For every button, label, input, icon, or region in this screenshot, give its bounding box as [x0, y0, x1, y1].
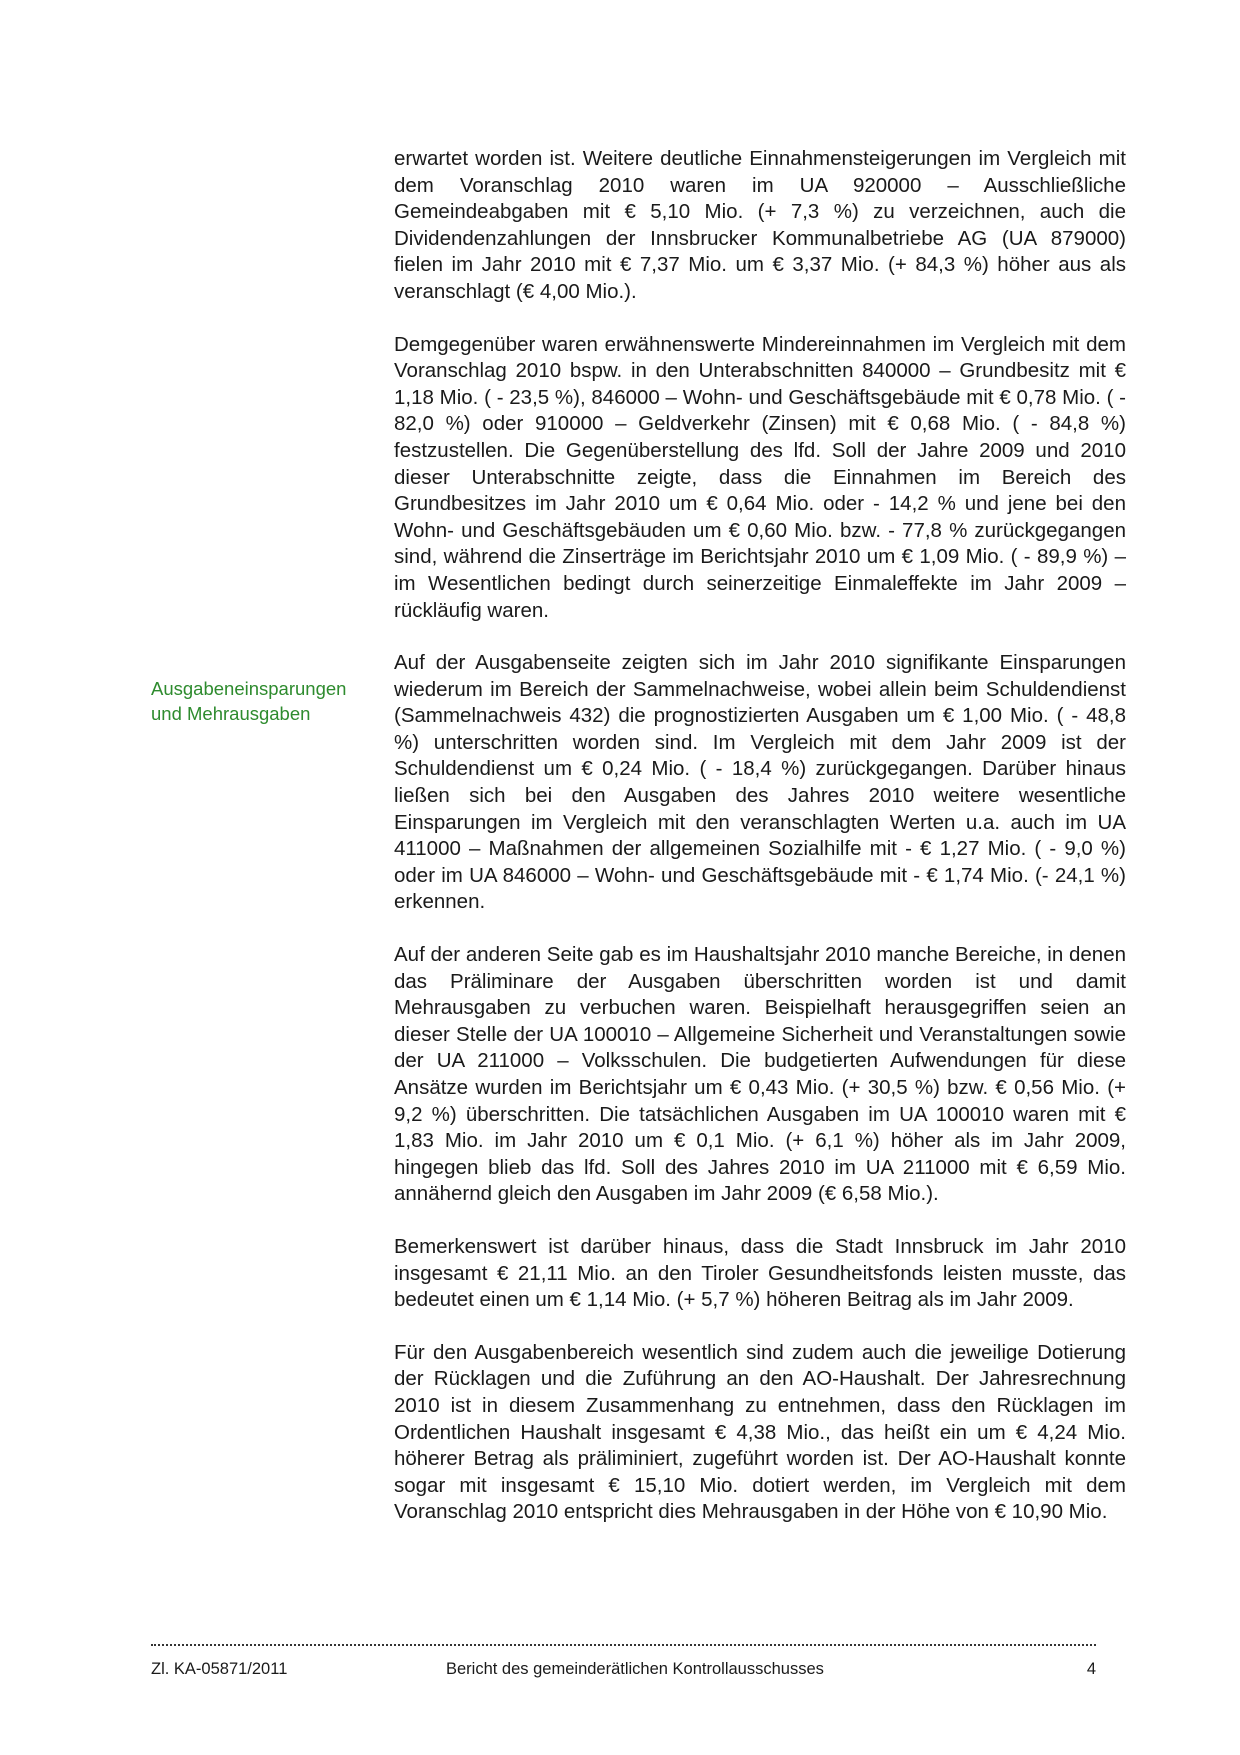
paragraph-mehrausgaben: Auf der anderen Seite gab es im Haushaltsjahr 2010 manche Bereiche, in denen das Präliminare der Ausgaben überschritten worden ist und damit Mehrausgaben zu verbuchen waren. Beispielhaft herausgegriffen seien an dieser Stelle der UA 100010 – Allgemeine Sicherheit und Veranstaltungen sowie der UA 211000 – Volksschulen. Die budgetierten Aufwendungen für diese Ansätze wurden im Berichtsjahr um € 0,43 Mio. (+ 30,5 %) bzw. € 0,56 Mio. (+ 9,2 %) überschritten. Die tatsächlichen Ausgaben im UA 100010 waren mit € 1,83 Mio. im Jahr 2010 um € 0,1 Mio. (+ 6,1 %) höher als im Jahr 2009, hingegen blieb das lfd. Soll des Jahres 2010 im UA 211000 mit € 6,59 Mio. annähernd gleich den Ausgaben im Jahr 2009 (€ 6,58 Mio.).: [394, 943, 1126, 1206]
main-text-column: [394, 146, 1126, 1552]
paragraph-ruecklagen: Für den Ausgabenbereich wesentlich sind zudem auch die jeweilige Dotierung der Rücklagen und die Zuführung an den AO-Haushalt. Der Jahresrechnung 2010 ist in diesem Zusammenhang zu entnehmen, dass den Rücklagen im Ordentlichen Haushalt insgesamt € 4,38 Mio., das heißt ein um € 4,24 Mio. höherer Betrag als präliminiert, zugeführt worden ist. Der AO-Haushalt konnte sogar mit insgesamt € 15,10 Mio. dotiert werden, im Vergleich mit dem Voranschlag 2010 entspricht dies Mehrausgaben in der Höhe von € 10,90 Mio.: [394, 1340, 1126, 1524]
paragraph-mindereinnahmen: Demgegenüber waren erwähnenswerte Mindereinnahmen im Vergleich mit dem Voranschlag 2010 bspw. in den Unterabschnitten 840000 – Grundbesitz mit € 1,18 Mio. ( - 23,5 %), 846000 – Wohn- und Geschäftsgebäude mit € 0,78 Mio. ( - 82,0 %) oder 910000 – Geldverkehr (Zinsen) mit € 0,68 Mio. ( - 84,8 %) festzustellen. Die Gegenüberstellung des lfd. Soll der Jahre 2009 und 2010 dieser Unterabschnitte zeigte, dass die Einnahmen im Bereich des Grundbesitzes im Jahr 2010 um € 0,64 Mio. oder - 14,2 % und jene bei den Wohn- und Geschäftsgebäuden um € 0,60 Mio. bzw. - 77,8 % zurückgegangen sind, während die Zinserträge im Berichtsjahr 2010 um € 1,09 Mio. ( - 89,9 %) – im Wesentlichen bedingt durch seinerzeitige Einmaleffekte im Jahr 2009 – rückläufig waren.: [394, 332, 1126, 622]
footer-divider: [151, 1644, 1096, 1646]
page-number: 4: [1086, 1660, 1096, 1678]
footer-reference: Zl. KA-05871/2011: [151, 1660, 288, 1678]
paragraph-einnahmensteigerungen: erwartet worden ist. Weitere deutliche Einnahmensteigerungen im Vergleich mit dem Voranschlag 2010 waren im UA 920000 – Ausschließliche Gemeindeabgaben mit € 5,10 Mio. (+ 7,3 %) zu verzeichnen, auch die Dividendenzahlungen der Innsbrucker Kommunalbetriebe AG (UA 879000) fielen im Jahr 2010 mit € 7,37 Mio. um € 3,37 Mio. (+ 84,3 %) höher aus als veranschlagt (€ 4,00 Mio.).: [394, 147, 1126, 303]
margin-note-line-2: und Mehrausgaben: [151, 703, 311, 724]
margin-note-heading: [151, 676, 381, 726]
footer-title: Bericht des gemeinderätlichen Kontrollausschusses: [446, 1660, 824, 1678]
paragraph-gesundheitsfonds: Bemerkenswert ist darüber hinaus, dass die Stadt Innsbruck im Jahr 2010 insgesamt € 21,11 Mio. an den Tiroler Gesundheitsfonds leisten musste, das bedeutet einen um € 1,14 Mio. (+ 5,7 %) höheren Beitrag als im Jahr 2009.: [394, 1234, 1126, 1312]
margin-note-line-1: Ausgabeneinsparungen: [151, 678, 347, 699]
paragraph-ausgabeneinsparungen: Auf der Ausgabenseite zeigten sich im Jahr 2010 signifikante Einsparungen wiederum im Bereich der Sammelnachweise, wobei allein beim Schuldendienst (Sammelnachweis 432) die prognostizierten Ausgaben um € 1,00 Mio. ( - 48,8 %) unterschritten worden sind. Im Vergleich mit dem Jahr 2009 ist der Schuldendienst um € 0,24 Mio. ( - 18,4 %) zurückgegangen. Darüber hinaus ließen sich bei den Ausgaben des Jahres 2010 weitere wesentliche Einsparungen im Vergleich mit den veranschlagten Werten u.a. auch im UA 411000 – Maßnahmen der allgemeinen Sozialhilfe mit - € 1,27 Mio. ( - 9,0 %) oder im UA 846000 – Wohn- und Geschäftsgebäude mit - € 1,74 Mio. (- 24,1 %) erkennen.: [394, 651, 1126, 914]
